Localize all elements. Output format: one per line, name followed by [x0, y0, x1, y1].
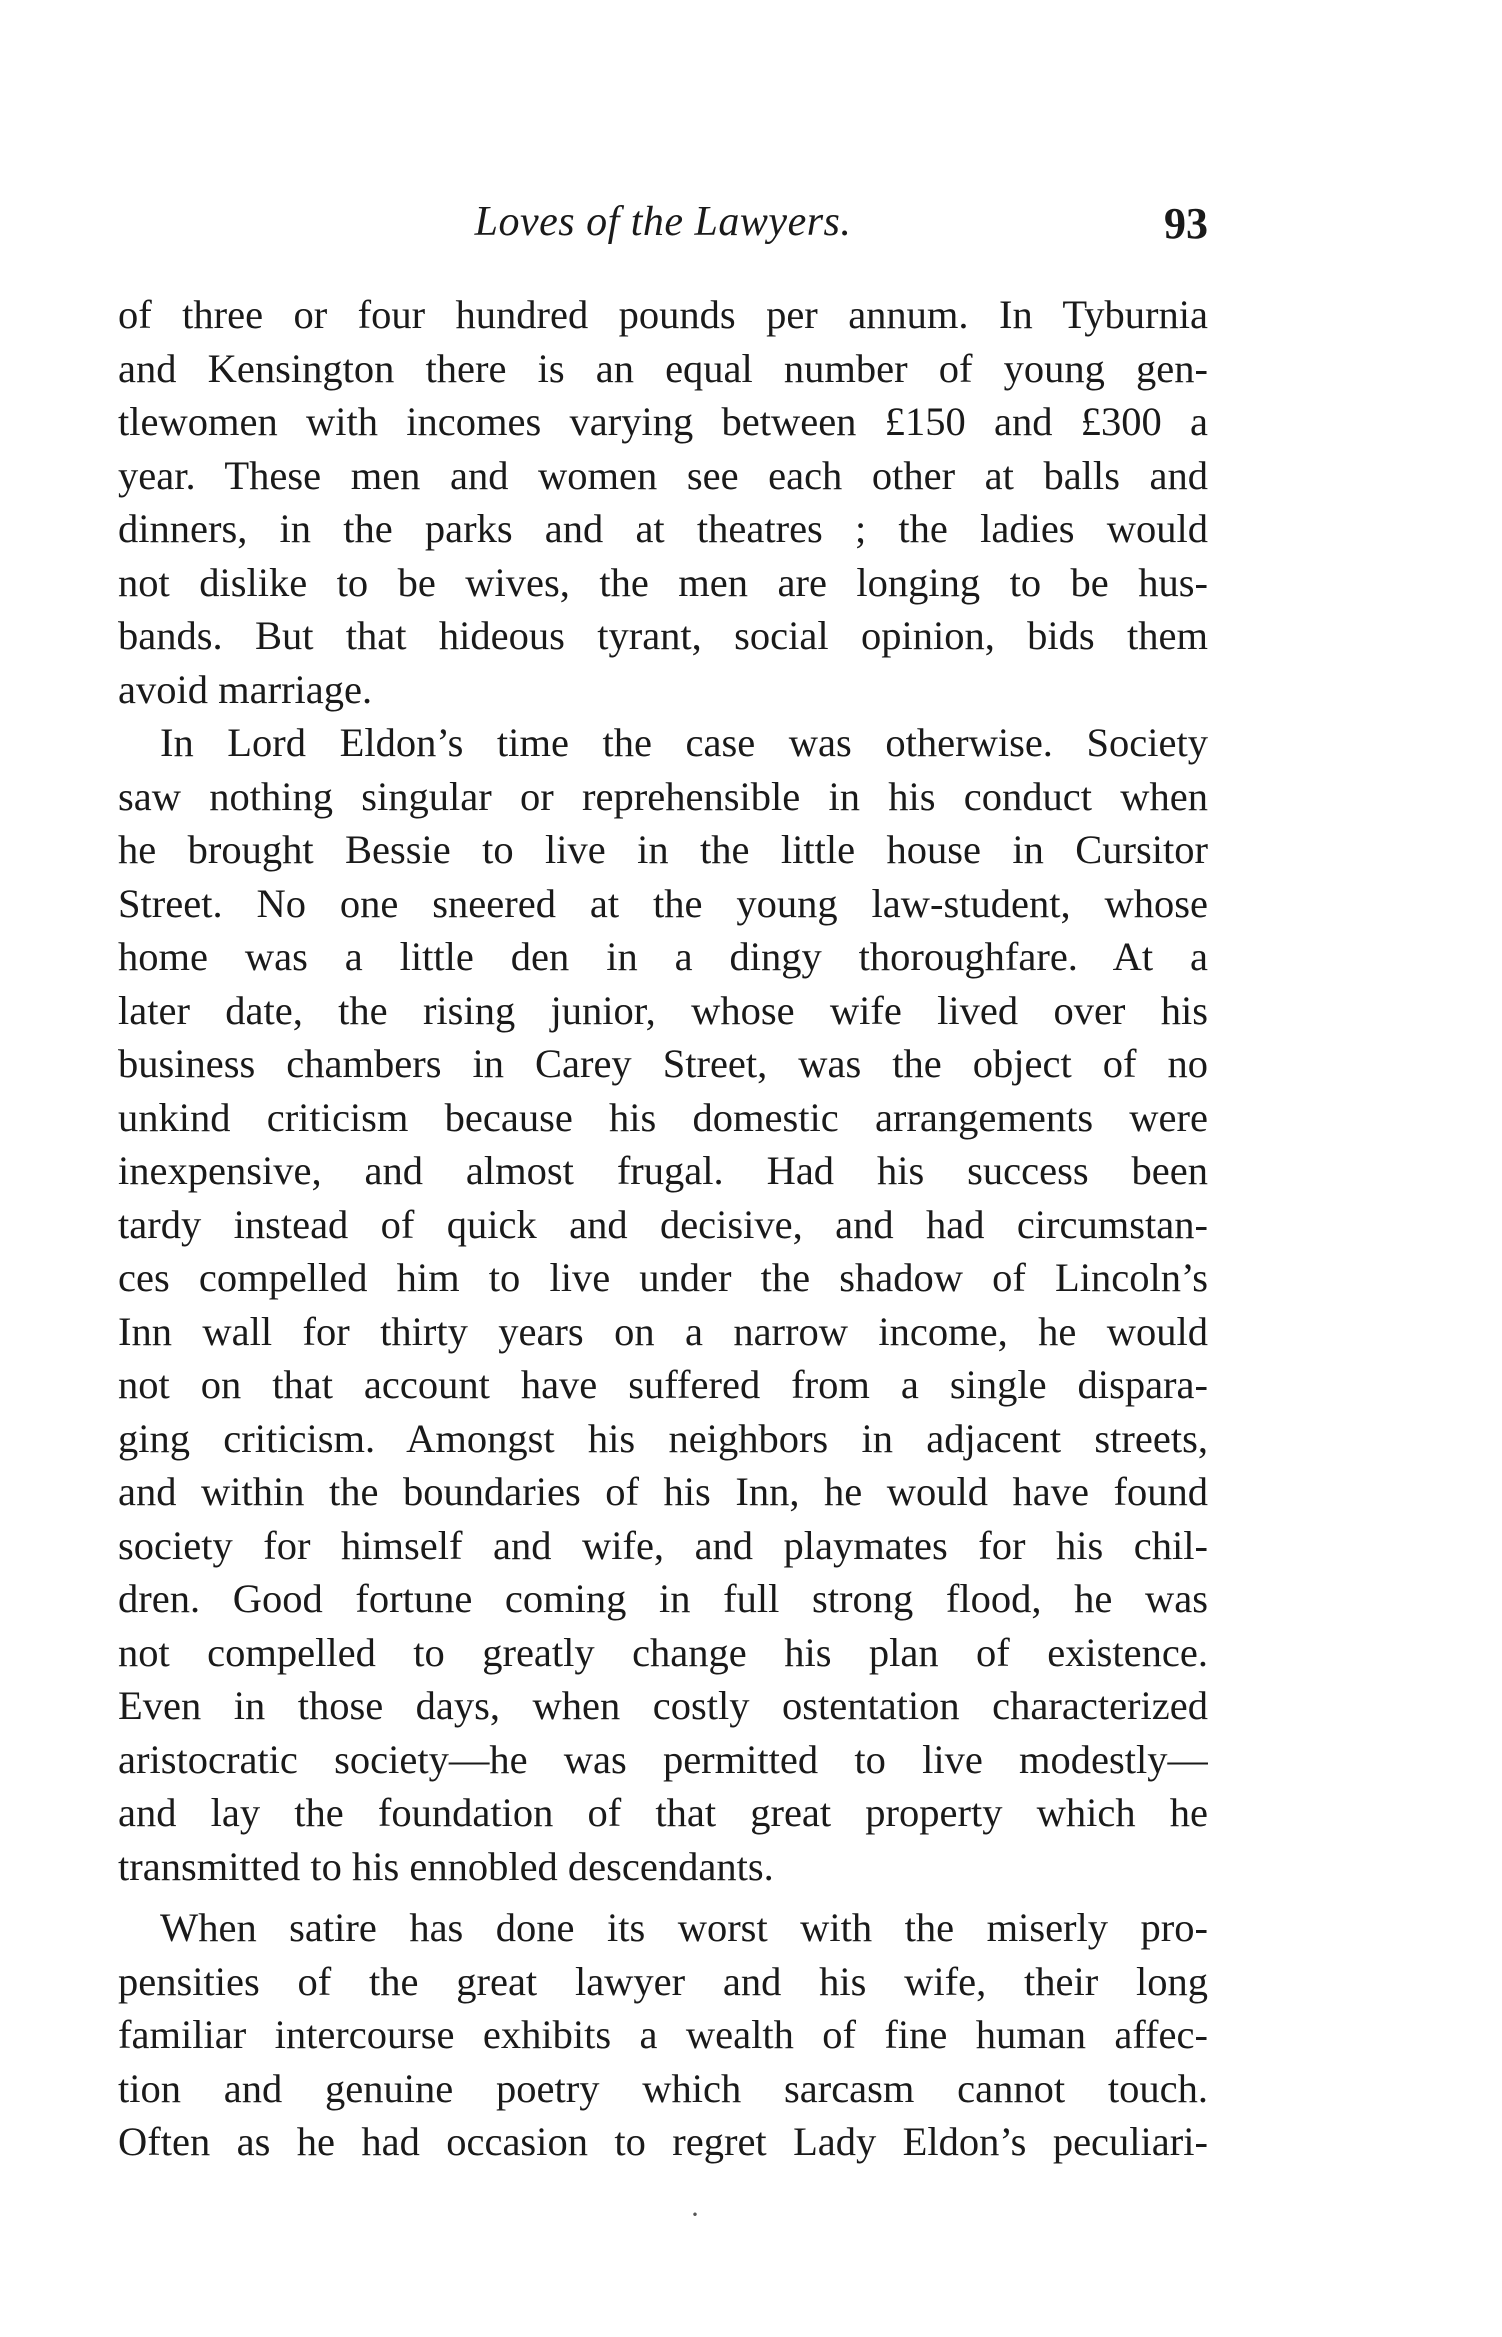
- text-line: and lay the foundation of that great property which he: [118, 1790, 1208, 1835]
- text-line: pensities of the great lawyer and his wife, their long: [118, 1958, 1208, 2004]
- text-line: In Lord Eldon’s time the case was otherwise. Society: [160, 720, 1208, 765]
- text-line: and within the boundaries of his Inn, he would have found: [118, 1469, 1208, 1514]
- paragraph-gap: [118, 1893, 1208, 1901]
- paragraph: [118, 1901, 1208, 2169]
- text-line: familiar intercourse exhibits a wealth of fine human affec-: [118, 2012, 1208, 2057]
- text-line: ging criticism. Amongst his neighbors in adjacent streets,: [118, 1415, 1208, 1461]
- text-line: Even in those days, when costly ostentation characterized: [118, 1683, 1208, 1728]
- text-line: tlewomen with incomes varying between £150 and £300 a: [118, 399, 1208, 444]
- text-line: unkind criticism because his domestic arrangements were: [118, 1094, 1208, 1140]
- running-head: [118, 198, 1208, 258]
- text-line: inexpensive, and almost frugal. Had his success been: [118, 1148, 1208, 1193]
- text-line: not on that account have suffered from a single dispara-: [118, 1362, 1208, 1407]
- text-line: business chambers in Carey Street, was the object of no: [118, 1041, 1208, 1086]
- print-speck: ·: [690, 2198, 700, 2231]
- text-line: aristocratic society—he was permitted to live modestly—: [118, 1736, 1208, 1782]
- text-line: saw nothing singular or reprehensible in his conduct when: [118, 773, 1208, 819]
- text-line: home was a little den in a dingy thoroughfare. At a: [118, 934, 1208, 979]
- text-line: avoid marriage.: [118, 666, 373, 712]
- text-line: society for himself and wife, and playmates for his chil-: [118, 1522, 1208, 1568]
- text-line: not compelled to greatly change his plan of existence.: [118, 1629, 1208, 1675]
- text-line: bands. But that hideous tyrant, social opinion, bids them: [118, 613, 1208, 658]
- text-line: later date, the rising junior, whose wife lived over his: [118, 987, 1208, 1033]
- body-text: [118, 288, 1208, 2169]
- text-line: Often as he had occasion to regret Lady Eldon’s peculiari-: [118, 2119, 1208, 2164]
- text-line: Street. No one sneered at the young law-student, whose: [118, 880, 1208, 926]
- text-line: Inn wall for thirty years on a narrow income, he would: [118, 1308, 1208, 1354]
- text-line: ces compelled him to live under the shadow of Lincoln’s: [118, 1255, 1208, 1300]
- text-line: transmitted to his ennobled descendants.: [118, 1843, 774, 1889]
- text-line: dren. Good fortune coming in full strong flood, he was: [118, 1576, 1208, 1621]
- running-title: Loves of the Lawyers.: [474, 199, 852, 245]
- text-line: tardy instead of quick and decisive, and had circumstan-: [118, 1201, 1208, 1247]
- text-line: dinners, in the parks and at theatres ; the ladies would: [118, 506, 1208, 551]
- text-line: year. These men and women see each other at balls and: [118, 452, 1208, 498]
- text-line: and Kensington there is an equal number of young gen-: [118, 345, 1208, 391]
- page-number: 93: [1164, 199, 1208, 248]
- text-line: of three or four hundred pounds per annum. In Tyburnia: [118, 292, 1208, 337]
- paragraph: [118, 288, 1208, 716]
- text-line: he brought Bessie to live in the little house in Cursitor: [118, 827, 1208, 872]
- text-line: not dislike to be wives, the men are longing to be hus-: [118, 559, 1208, 605]
- text-line: When satire has done its worst with the miserly pro-: [160, 1905, 1208, 1950]
- text-line: tion and genuine poetry which sarcasm cannot touch.: [118, 2065, 1208, 2111]
- paragraph: [118, 716, 1208, 1893]
